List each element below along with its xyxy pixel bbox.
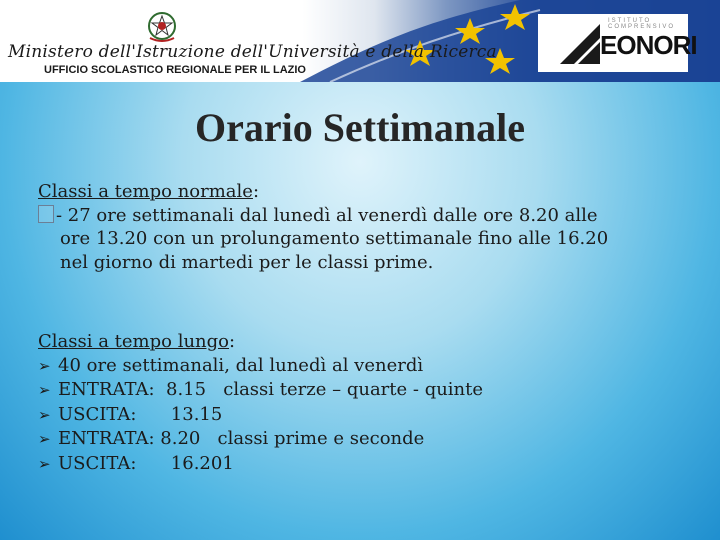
normal-heading-colon: : xyxy=(252,181,260,202)
long-heading-colon: : xyxy=(229,331,236,352)
list-item-text: ENTRATA: 8.20 classi prime e seconde xyxy=(58,428,425,449)
arrow-bullet-icon: ➢ xyxy=(38,454,51,473)
normal-paragraph xyxy=(38,204,688,275)
ministry-title: Ministero dell'Istruzione dell'Università e della Ricerca xyxy=(8,42,497,62)
slide-content xyxy=(38,180,688,476)
spacer xyxy=(38,274,688,330)
arrow-bullet-icon: ➢ xyxy=(38,381,51,399)
long-heading xyxy=(38,330,688,354)
list-item-text: USCITA: 16.201 xyxy=(58,452,234,474)
long-heading-text: Classi a tempo lungo xyxy=(38,331,230,352)
list-item xyxy=(38,354,688,379)
school-subtitle: ISTITUTO COMPRENSIVO xyxy=(608,18,676,30)
arrow-bullet-icon: ➢ xyxy=(38,405,51,424)
list-item xyxy=(38,427,688,452)
normal-line-2: ore 13.20 con un prolungamento settimanale fino alle 16.20 xyxy=(60,228,609,249)
office-title: UFFICIO SCOLASTICO REGIONALE PER IL LAZIO xyxy=(44,64,306,76)
normal-line-1: - 27 ore settimanali dal lunedì al venerdì dalle ore 8.20 alle xyxy=(56,204,598,226)
header-banner xyxy=(0,0,720,82)
school-mark-icon xyxy=(560,22,600,64)
missing-glyph-icon xyxy=(38,205,54,223)
normal-line-3: nel giorno di martedi per le classi prime. xyxy=(60,251,434,273)
list-item-text: ENTRATA: 8.15 classi terze – quarte - quinte xyxy=(58,379,484,400)
arrow-bullet-icon: ➢ xyxy=(38,430,51,448)
list-item xyxy=(38,403,688,428)
list-item-text: USCITA: 13.15 xyxy=(58,403,223,425)
list-item-text: 40 ore settimanali, dal lunedì al venerdì xyxy=(58,354,424,376)
normal-heading xyxy=(38,180,688,204)
list-item xyxy=(38,452,688,477)
arrow-bullet-icon: ➢ xyxy=(38,356,51,375)
list-item xyxy=(38,378,688,403)
slide-title: Orario Settimanale xyxy=(195,105,525,150)
normal-heading-text: Classi a tempo normale xyxy=(38,181,253,202)
school-name: EONORI xyxy=(600,30,697,60)
italian-emblem-icon xyxy=(146,10,178,44)
